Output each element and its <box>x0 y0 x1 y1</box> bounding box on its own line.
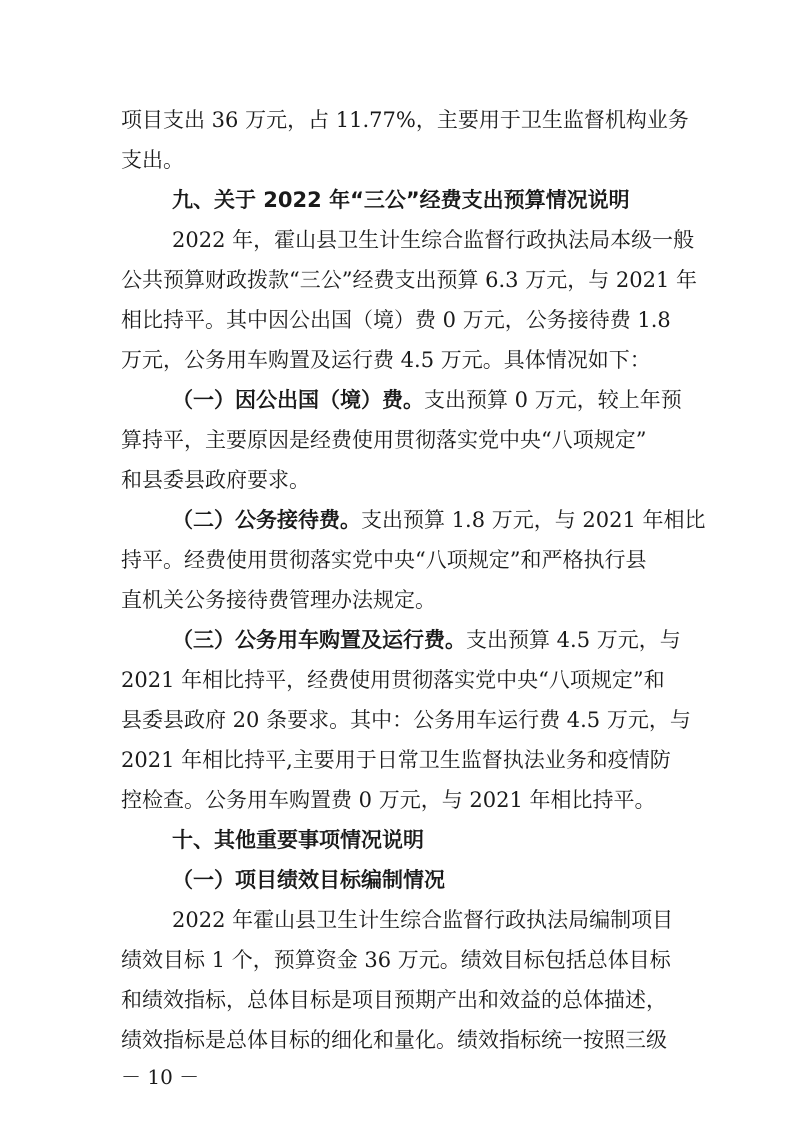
body-line: 控检查。公务用车购置费 0 万元，与 2021 年相比持平。 <box>121 788 656 812</box>
body-line: 绩效指标是总体目标的细化和量化。绩效指标统一按照三级 <box>121 1028 667 1052</box>
body-line: 项目支出 36 万元，占 11.77%，主要用于卫生监督机构业务 <box>121 108 689 132</box>
body-line: 绩效目标 1 个，预算资金 36 万元。绩效目标包括总体目标 <box>121 948 671 972</box>
page-number: － 10 － <box>121 1065 200 1089</box>
paragraph-first-line: （二）公务接待费。支出预算 1.8 万元，与 2021 年相比 <box>0 500 793 540</box>
body-line: 算持平，主要原因是经费使用贯彻落实党中央“八项规定” <box>121 428 647 452</box>
paragraph-first-line: （一）因公出国（境）费。支出预算 0 万元，较上年预 <box>0 380 793 420</box>
paragraph-first-line: （三）公务用车购置及运行费。支出预算 4.5 万元，与 <box>0 620 793 660</box>
body-line: 万元，公务用车购置及运行费 4.5 万元。具体情况如下： <box>121 348 651 372</box>
section-heading-nine: 九、关于 2022 年“三公”经费支出预算情况说明 <box>172 188 630 212</box>
body-line: 和县委县政府要求。 <box>121 468 310 492</box>
paragraph-first-line: 2022 年，霍山县卫生计生综合监督行政执法局本级一般 <box>172 228 695 252</box>
subheading-reception: （二）公务接待费。 <box>172 508 361 532</box>
body-line: 直机关公务接待费管理办法规定。 <box>121 588 436 612</box>
subheading-performance-targets: （一）项目绩效目标编制情况 <box>172 868 445 892</box>
body-line: 和绩效指标，总体目标是项目预期产出和效益的总体描述， <box>121 988 667 1012</box>
section-heading-ten: 十、其他重要事项情况说明 <box>172 828 424 852</box>
body-line: 县委县政府 20 条要求。其中：公务用车运行费 4.5 万元，与 <box>121 708 691 732</box>
body-line: 持平。经费使用贯彻落实党中央“八项规定”和严格执行县 <box>121 548 647 572</box>
body-line: 相比持平。其中因公出国（境）费 0 万元，公务接待费 1.8 <box>121 308 671 332</box>
paragraph-first-line: 2022 年霍山县卫生计生综合监督行政执法局编制项目 <box>172 908 674 932</box>
body-line: 支出。 <box>121 148 184 172</box>
subheading-overseas: （一）因公出国（境）费。 <box>172 388 424 412</box>
body-line: 2021 年相比持平,主要用于日常卫生监督执法业务和疫情防 <box>121 748 671 772</box>
body-line: 公共预算财政拨款“三公”经费支出预算 6.3 万元，与 2021 年 <box>121 268 698 292</box>
subheading-vehicles: （三）公务用车购置及运行费。 <box>172 628 466 652</box>
body-line: 2021 年相比持平，经费使用贯彻落实党中央“八项规定”和 <box>121 668 665 692</box>
